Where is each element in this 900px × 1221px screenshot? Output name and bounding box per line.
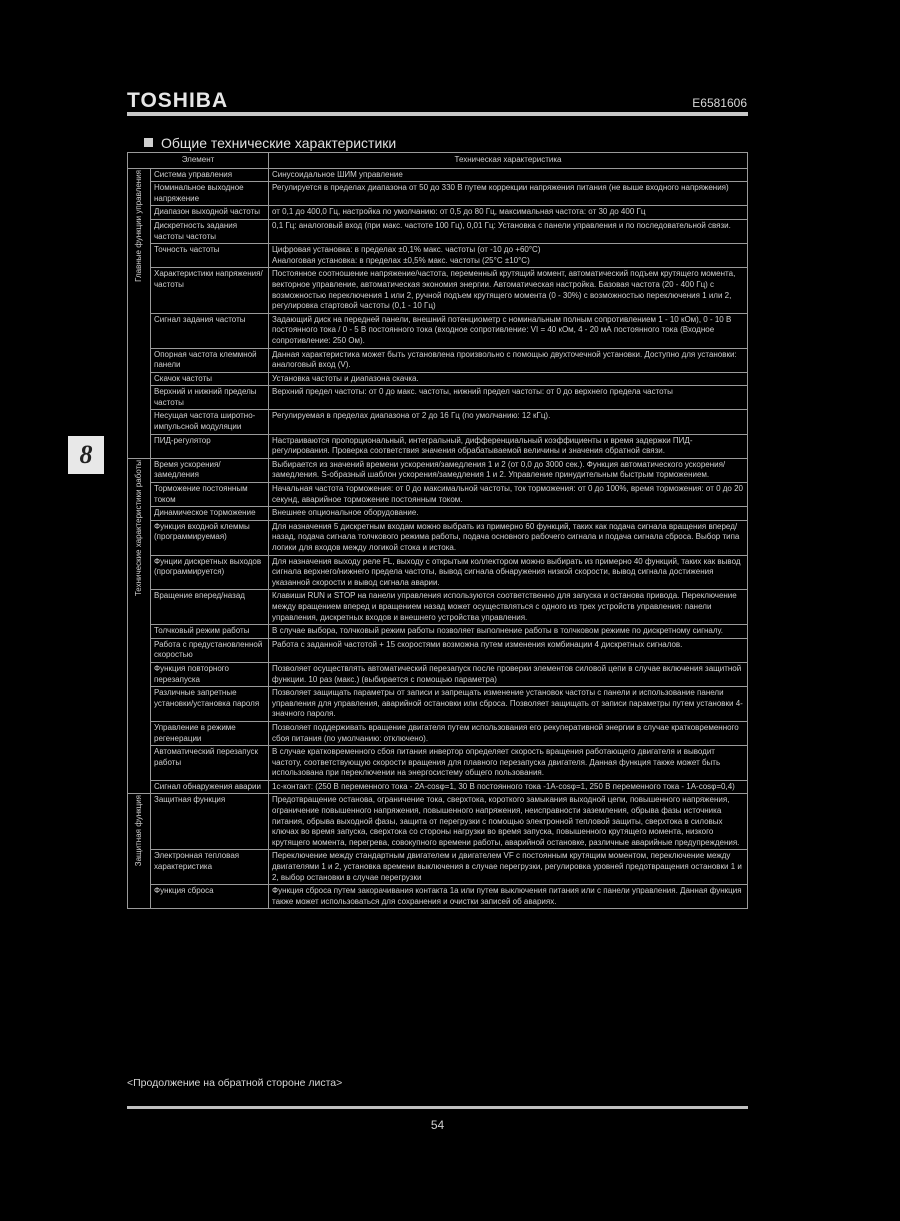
group-label-cell [128,794,151,909]
table-row [128,182,748,206]
table-row [128,850,748,885]
spec-item-value: Для назначения 5 дискретным входам можно выбрать из примерно 60 функций, таких как подача сигнала вращения вперед/назад, подача сигнала толчкового режима работы, подача основного рабочего сигнала и подача сигнала сброса. Выбор типа логики для входов между логикой стока и истока. [269,520,748,555]
spec-item-value: Позволяет осуществлять автоматический перезапуск после проверки элементов силовой цепи в случае включения защитной функции. 10 раз (макс.) (выбирается с помощью параметра) [269,662,748,686]
spec-item-value: Позволяет поддерживать вращение двигателя путем использования его рекуперативной энергии в случае кратковременного сбоя питания (по умолчанию: отключено). [269,721,748,745]
table-row [128,555,748,590]
spec-item-value: Синусоидальное ШИМ управление [269,168,748,182]
table-row [128,746,748,781]
spec-item-value: Регулируемая в пределах диапазона от 2 до 16 Гц (по умолчанию: 12 кГц). [269,410,748,434]
spec-item-name: Торможение постоянным током [151,483,269,507]
table-row [128,625,748,639]
spec-item-value: Задающий диск на передней панели, внешний потенциометр с номинальным полным сопротивлением 1 - 10 кОм), 0 - 10 В постоянного тока / 0 - 5 В постоянного тока (входное сопротивление: VI = 40 кОм, 4 - 20 мА постоянного тока (Входное сопротивление: 250 Ом). [269,313,748,348]
spec-item-name: Характеристики напряжения/частоты [151,268,269,313]
spec-item-value: Начальная частота торможения: от 0 до максимальной частоты, ток торможения: от 0 до 100%, время торможения: от 0 до 20 секунд, аварийное торможение постоянным током. [269,483,748,507]
spec-item-value: от 0,1 до 400,0 Гц, настройка по умолчанию: от 0,5 до 80 Гц, максимальная частота: от 30 до 400 Гц [269,206,748,220]
spec-table-body [128,168,748,909]
table-row [128,885,748,909]
spec-item-value: Настраиваются пропорциональный, интегральный, дифференциальный коэффициенты и время задержки ПИД-регулирования. Проверка соответствия значения обрабатываемой величины и значения обратной связи. [269,434,748,458]
spec-item-name: Опорная частота клеммной панели [151,348,269,372]
page-number: 54 [430,1118,445,1132]
spec-item-name: Функция сброса [151,885,269,909]
spec-item-name: Верхний и нижний пределы частоты [151,386,269,410]
spec-item-value: Работа с заданной частотой + 15 скоростями возможна путем изменения комбинации 4 дискретных сигналов. [269,638,748,662]
spec-item-value: Верхний предел частоты: от 0 до макс. частоты, нижний предел частоты: от 0 до верхнего предела частоты [269,386,748,410]
header-rule [127,112,748,116]
footer-rule [127,1106,748,1109]
table-row [128,386,748,410]
spec-item-name: Электронная тепловая характеристика [151,850,269,885]
square-bullet-icon [144,138,153,147]
chapter-tab[interactable]: 8 [68,436,104,474]
table-header-row [128,153,748,169]
spec-item-value: Регулируется в пределах диапазона от 50 до 330 В путем коррекции напряжения питания (не выше входного напряжения) [269,182,748,206]
spec-item-name: Защитная функция [151,794,269,850]
section-title [144,135,396,151]
table-row [128,794,748,850]
spec-item-name: Сигнал задания частоты [151,313,269,348]
spec-item-name: Фунции дискретных выходов (программируется) [151,555,269,590]
spec-item-value: Постоянное соотношение напряжение/частота, переменный крутящий момент, автоматический подъем крутящего момента, векторное управление, автоматическая экономия энергии. Автоматическая настройка. Базовая частота (20 - 400 Гц) с возможностью переключения 1 или 2, ручной подъем крутящего момента (0 - 30%) с возможностью переключения 1 или 2, регулировка стартовой частоты (0,1 - 10 Гц) [269,268,748,313]
document-number: E6581606 [692,96,747,110]
group-label: Защитная функция [133,795,143,867]
spec-item-value: Предотвращение останова, ограничение тока, сверхтока, короткого замыкания выходной цепи, повышенного напряжения, ограничение повышенного напряжения, повышенного напряжения, неисправности заземления, обрыва фазы источника питания, обрыва выходной фазы, защита от перегрузки с помощью электронной тепловой защиты, сверхтока в силовых ключах во время запуска, сверхтока со стороны нагрузки во время запуска, повышенного крутящего момента, низкого крутящего момента, перегрева, совокупного времени работы, аварийной остановке, различные аварийные предупреждения. [269,794,748,850]
spec-item-value: Позволяет защищать параметры от записи и запрещать изменение установок частоты с панели и использование панели управления для управления, аварийной остановки или сброса. Позволяет защищать от записи параметры путем установки 4-значного пароля. [269,687,748,722]
continuation-note: <Продолжение на обратной стороне листа> [127,1077,343,1089]
group-label-cell [128,458,151,794]
table-row [128,244,748,268]
column-header-spec: Техническая характеристика [269,153,748,169]
table-row [128,168,748,182]
table-row [128,348,748,372]
spec-item-name: Вращение вперед/назад [151,590,269,625]
table-row [128,520,748,555]
table-row [128,219,748,243]
spec-item-name: Несущая частота широтно-импульсной модуляции [151,410,269,434]
spec-item-name: Диапазон выходной частоты [151,206,269,220]
table-row [128,268,748,313]
group-label-cell [128,168,151,458]
spec-item-name: ПИД-регулятор [151,434,269,458]
spec-item-value: В случае кратковременного сбоя питания инвертор определяет скорость вращения работающего двигателя и выводит частоту, соответствующую скорости вращения для плавного перезапуска двигателя. Данная функция также может быть использована при переключении на энергосистему общего пользования. [269,746,748,781]
spec-item-value: Переключение между стандартным двигателем и двигателем VF с постоянным крутящим моментом, переключение между двигателями 1 и 2, установка времени выключения в случае перегрузки, регулировка уровней предотвращения остановки 1 и 2, выбор остановки в случае перегрузки [269,850,748,885]
table-row [128,313,748,348]
section-title-text: Общие технические характеристики [161,135,397,151]
spec-item-value: Для назначения выходу реле FL, выходу с открытым коллектором можно выбирать из примерно 40 функций, таких как вывод сигнала верхнего/нижнего предела частоты, вывод сигнала обнаружения низкой скорости, вывод сигнала достижения указанной скорости и вывод сигнала аварии. [269,555,748,590]
column-header-element: Элемент [128,153,269,169]
spec-item-value: 0,1 Гц: аналоговый вход (при макс. частоте 100 Гц), 0,01 Гц: Установка с панели управления и по последовательной связи. [269,219,748,243]
spec-item-name: Точность частоты [151,244,269,268]
table-row [128,590,748,625]
spec-item-value: Установка частоты и диапазона скачка. [269,372,748,386]
spec-item-name: Автоматический перезапуск работы [151,746,269,781]
spec-item-name: Работа с предустановленной скоростью [151,638,269,662]
spec-item-value: Цифровая установка: в пределах ±0,1% макс. частоты (от -10 до +60°C) Аналоговая установка: в пределах ±0,5% макс. частоты (25°C ±10°C) [269,244,748,268]
table-row [128,410,748,434]
table-row [128,206,748,220]
table-row [128,434,748,458]
table-row [128,780,748,794]
spec-item-name: Функция повторного перезапуска [151,662,269,686]
spec-item-value: В случае выбора, толчковый режим работы позволяет выполнение работы в толчковом режиме по дискретному сигналу. [269,625,748,639]
spec-item-name: Динамическое торможение [151,507,269,521]
table-row [128,638,748,662]
spec-item-name: Различные запретные установки/установка пароля [151,687,269,722]
spec-item-name: Дискретность задания частоты частоты [151,219,269,243]
spec-item-name: Сигнал обнаружения аварии [151,780,269,794]
spec-item-value: 1с-контакт: (250 В переменного тока - 2А-cosφ=1, 30 В постоянного тока -1А-cosφ=1, 250 В переменного тока - 1А-cosφ=0,4) [269,780,748,794]
table-row [128,662,748,686]
spec-item-name: Управление в режиме регенерации [151,721,269,745]
spec-item-value: Функция сброса путем закорачивания контакта 1а или путем выключения питания или с панели управления. Данная функция также может использоваться для сохранения и очистки записей об авариях. [269,885,748,909]
spec-item-name: Время ускорения/ замедления [151,458,269,482]
spec-item-name: Система управления [151,168,269,182]
spec-table [127,152,748,909]
spec-item-value: Внешнее опциональное оборудование. [269,507,748,521]
table-row [128,483,748,507]
group-label: Технические характеристики работы [133,459,143,596]
spec-item-value: Данная характеристика может быть установлена произвольно с помощью двухточечной установки. Доступно для установки: аналоговый вход (V). [269,348,748,372]
table-row [128,721,748,745]
table-row [128,507,748,521]
spec-item-name: Функция входной клеммы (программируемая) [151,520,269,555]
spec-item-value: Клавиши RUN и STOP на панели управления используются соответственно для запуска и останова привода. Переключение между вращением вперед и вращением назад может осуществляться с одного из трех устройств управления: панели управления, дискретных входов и внешнего устройства управления. [269,590,748,625]
group-label: Главные функции управления [133,169,143,282]
spec-item-name: Скачок частоты [151,372,269,386]
table-row [128,372,748,386]
table-row [128,458,748,482]
spec-item-name: Номинальное выходное напряжение [151,182,269,206]
spec-item-value: Выбирается из значений времени ускорения/замедления 1 и 2 (от 0,0 до 3000 сек.). Функция автоматического ускорения/замедления. S-образный шаблон ускорения/замедления 1 и 2. Управление принудительным быстрым торможением. [269,458,748,482]
toshiba-logo: TOSHIBA [127,89,229,112]
spec-item-name: Толчковый режим работы [151,625,269,639]
table-row [128,687,748,722]
